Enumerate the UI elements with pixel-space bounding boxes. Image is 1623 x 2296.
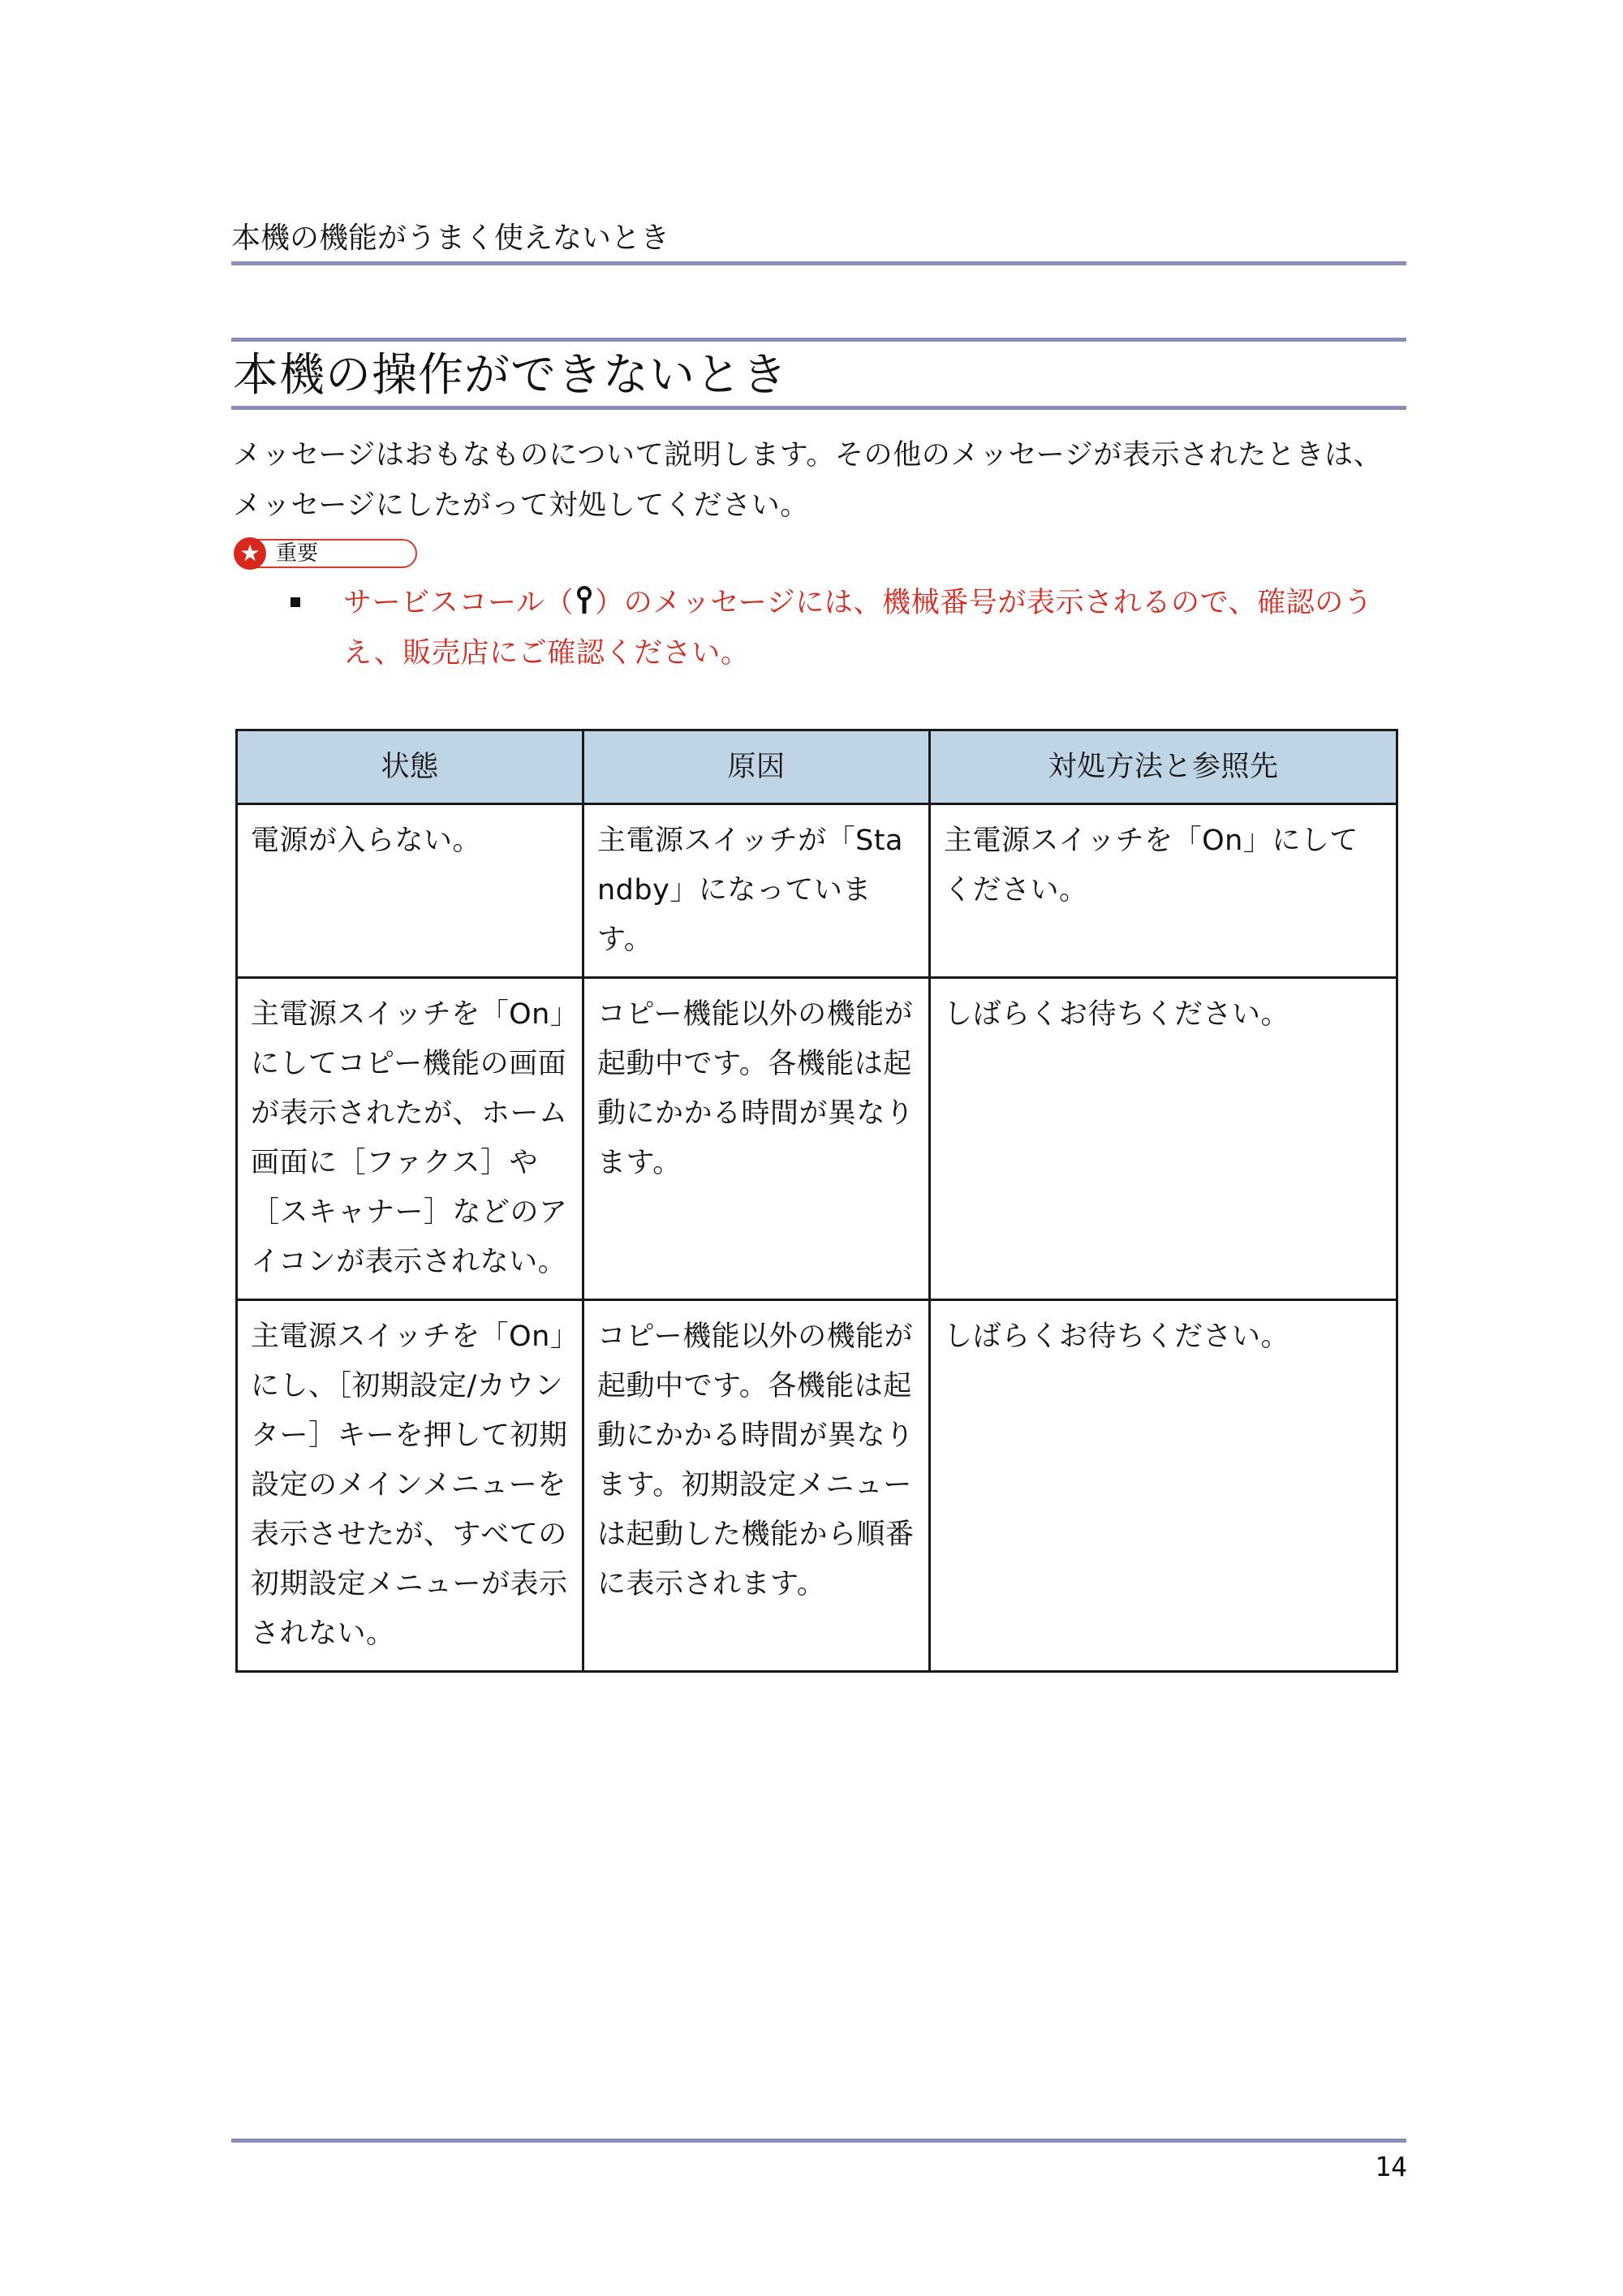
- important-label: 重要: [276, 541, 319, 566]
- important-badge: [235, 539, 417, 568]
- section-title: 本機の操作ができないとき: [233, 349, 788, 402]
- bullet-icon: [291, 597, 300, 607]
- page-number: 14: [1375, 2151, 1407, 2182]
- note-text-before: サービスコール（: [343, 587, 575, 619]
- cell-action: しばらくお待ちください。: [930, 1300, 1397, 1672]
- table-header-row: [237, 730, 1397, 804]
- important-note: [343, 578, 1414, 678]
- running-header: 本機の機能がうまく使えないとき: [231, 222, 670, 255]
- troubleshooting-table: [235, 729, 1398, 1673]
- cell-cause: コピー機能以外の機能が起動中です。各機能は起動にかかる時間が異なります。初期設定メニューは起動した機能から順番に表示されます。: [583, 1300, 930, 1672]
- note-text-after: ）のメッセージには、機械番号が表示されるので、確認のうえ、販売店にご確認ください。: [343, 587, 1373, 670]
- section-title-top-rule: [231, 338, 1406, 342]
- cell-cause: 主電源スイッチが「Standby」になっています。: [583, 804, 930, 978]
- section-title-bottom-rule: [231, 406, 1406, 410]
- cell-state: 主電源スイッチを「On」にしてコピー機能の画面が表示されたが、ホーム画面に［ファクス］や［スキャナー］などのアイコンが表示されない。: [237, 978, 583, 1300]
- table-row: [237, 1300, 1397, 1672]
- intro-paragraph: メッセージはおもなものについて説明します。その他のメッセージが表示されたときは、メッセージにしたがって対処してください。: [233, 439, 1383, 522]
- cell-action: 主電源スイッチを「On」にしてください。: [930, 804, 1397, 978]
- cell-state: 電源が入らない。: [237, 804, 583, 978]
- cell-state: 主電源スイッチを「On」にし、［初期設定/カウンター］キーを押して初期設定のメインメニューを表示させたが、すべての初期設定メニューが表示されない。: [237, 1300, 583, 1672]
- header-rule: [231, 261, 1406, 265]
- column-header-action: 対処方法と参照先: [930, 730, 1397, 804]
- cell-action: しばらくお待ちください。: [930, 978, 1397, 1300]
- star-icon: ★: [234, 537, 266, 570]
- table-row: [237, 978, 1397, 1300]
- column-header-state: 状態: [237, 730, 583, 804]
- column-header-cause: 原因: [583, 730, 930, 804]
- cell-cause: コピー機能以外の機能が起動中です。各機能は起動にかかる時間が異なります。: [583, 978, 930, 1300]
- table-row: [237, 804, 1397, 978]
- footer-rule: [231, 2139, 1406, 2143]
- wrench-icon: [575, 586, 593, 617]
